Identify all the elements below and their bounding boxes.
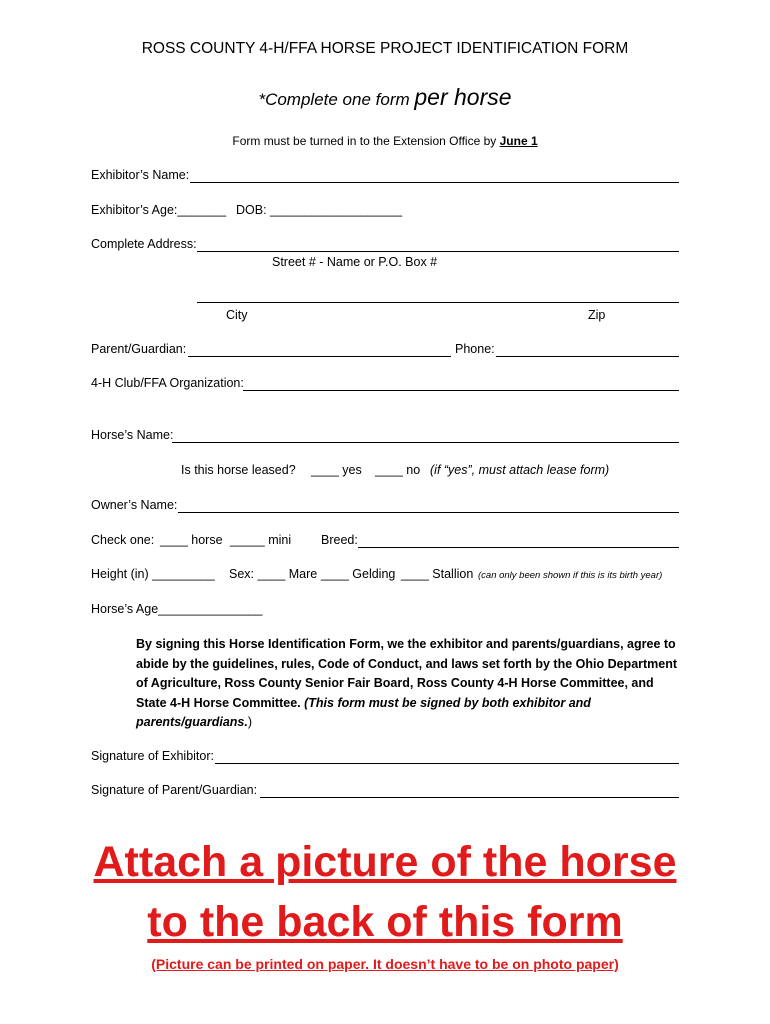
- address-street-field[interactable]: [197, 236, 679, 252]
- check-one-label: Check one:: [91, 533, 155, 547]
- dob-field[interactable]: DOB: ___________________: [236, 203, 403, 217]
- horse-age-field[interactable]: Horse’s Age_______________: [91, 602, 263, 616]
- signature-parent-field[interactable]: [260, 782, 679, 798]
- club-org-label: 4-H Club/FFA Organization:: [91, 376, 244, 390]
- phone-label: Phone:: [455, 342, 495, 356]
- exhibitor-age-field[interactable]: Exhibitor’s Age:_______: [91, 203, 227, 217]
- subtitle-emphasis: per horse: [414, 84, 512, 110]
- parent-guardian-label: Parent/Guardian:: [91, 342, 187, 356]
- agreement-closing: ): [247, 715, 253, 729]
- form-subtitle: [0, 84, 770, 111]
- agreement-note: (This form must be signed by both exhibitor and parents/guardians.: [136, 695, 591, 729]
- horse-name-label: Horse’s Name:: [91, 428, 174, 442]
- leased-no-option[interactable]: ____ no: [375, 463, 421, 477]
- subtitle-prefix: *Complete one form: [258, 90, 410, 109]
- owner-name-label: Owner’s Name:: [91, 498, 178, 512]
- height-field[interactable]: Height (in) _________: [91, 567, 215, 581]
- notice-text: Form must be turned in to the Extension Office by: [232, 134, 497, 148]
- exhibitor-name-label: Exhibitor’s Name:: [91, 168, 190, 182]
- signature-parent-label: Signature of Parent/Guardian:: [91, 783, 258, 797]
- deadline-notice: [0, 134, 770, 148]
- attach-picture-note: (Picture can be printed on paper. It doesn’t have to be on photo paper): [151, 956, 619, 972]
- agreement-text: By signing this Horse Identification Form, we the exhibitor and parents/guardians, agree to abide by the guidelines, rules, Code of Conduct, and laws set forth by the Ohio Department of Agriculture, Ross County Senior Fair Board, Ross County 4-H Horse Committee, and State 4-H Horse Committee.: [136, 637, 678, 710]
- stallion-note: (can only been shown if this is its birth year): [478, 570, 663, 581]
- address-city-zip-field[interactable]: [197, 288, 679, 303]
- parent-guardian-field[interactable]: [188, 341, 451, 357]
- sex-stallion-option[interactable]: ____ Stallion: [401, 567, 474, 581]
- zip-hint: Zip: [588, 308, 606, 322]
- agreement-statement: [136, 635, 681, 733]
- address-label: Complete Address:: [91, 237, 197, 251]
- exhibitor-name-field[interactable]: [190, 167, 679, 183]
- horse-type-option[interactable]: ____ horse: [160, 533, 223, 547]
- city-hint: City: [226, 308, 248, 322]
- leased-question: Is this horse leased?: [181, 463, 296, 477]
- street-hint: Street # - Name or P.O. Box #: [272, 255, 438, 269]
- form-title: ROSS COUNTY 4-H/FFA HORSE PROJECT IDENTIFICATION FORM: [141, 40, 629, 57]
- horse-name-field[interactable]: [172, 427, 679, 443]
- notice-date: June 1: [499, 134, 538, 148]
- mini-type-option[interactable]: _____ mini: [230, 533, 292, 547]
- leased-note: (if “yes”, must attach lease form): [430, 463, 610, 477]
- club-org-field[interactable]: [243, 375, 679, 391]
- attach-picture-heading-line1: Attach a picture of the horse: [93, 838, 677, 886]
- signature-exhibitor-label: Signature of Exhibitor:: [91, 749, 214, 763]
- attach-picture-heading-line2: to the back of this form: [147, 898, 623, 946]
- breed-field[interactable]: [358, 532, 679, 548]
- leased-yes-option[interactable]: ____ yes: [311, 463, 362, 477]
- signature-exhibitor-field[interactable]: [215, 748, 679, 764]
- phone-field[interactable]: [496, 341, 679, 357]
- sex-gelding-option[interactable]: ____ Gelding: [321, 567, 396, 581]
- breed-label: Breed:: [321, 533, 358, 547]
- owner-name-field[interactable]: [178, 497, 679, 513]
- sex-mare-option[interactable]: Sex: ____ Mare: [229, 567, 318, 581]
